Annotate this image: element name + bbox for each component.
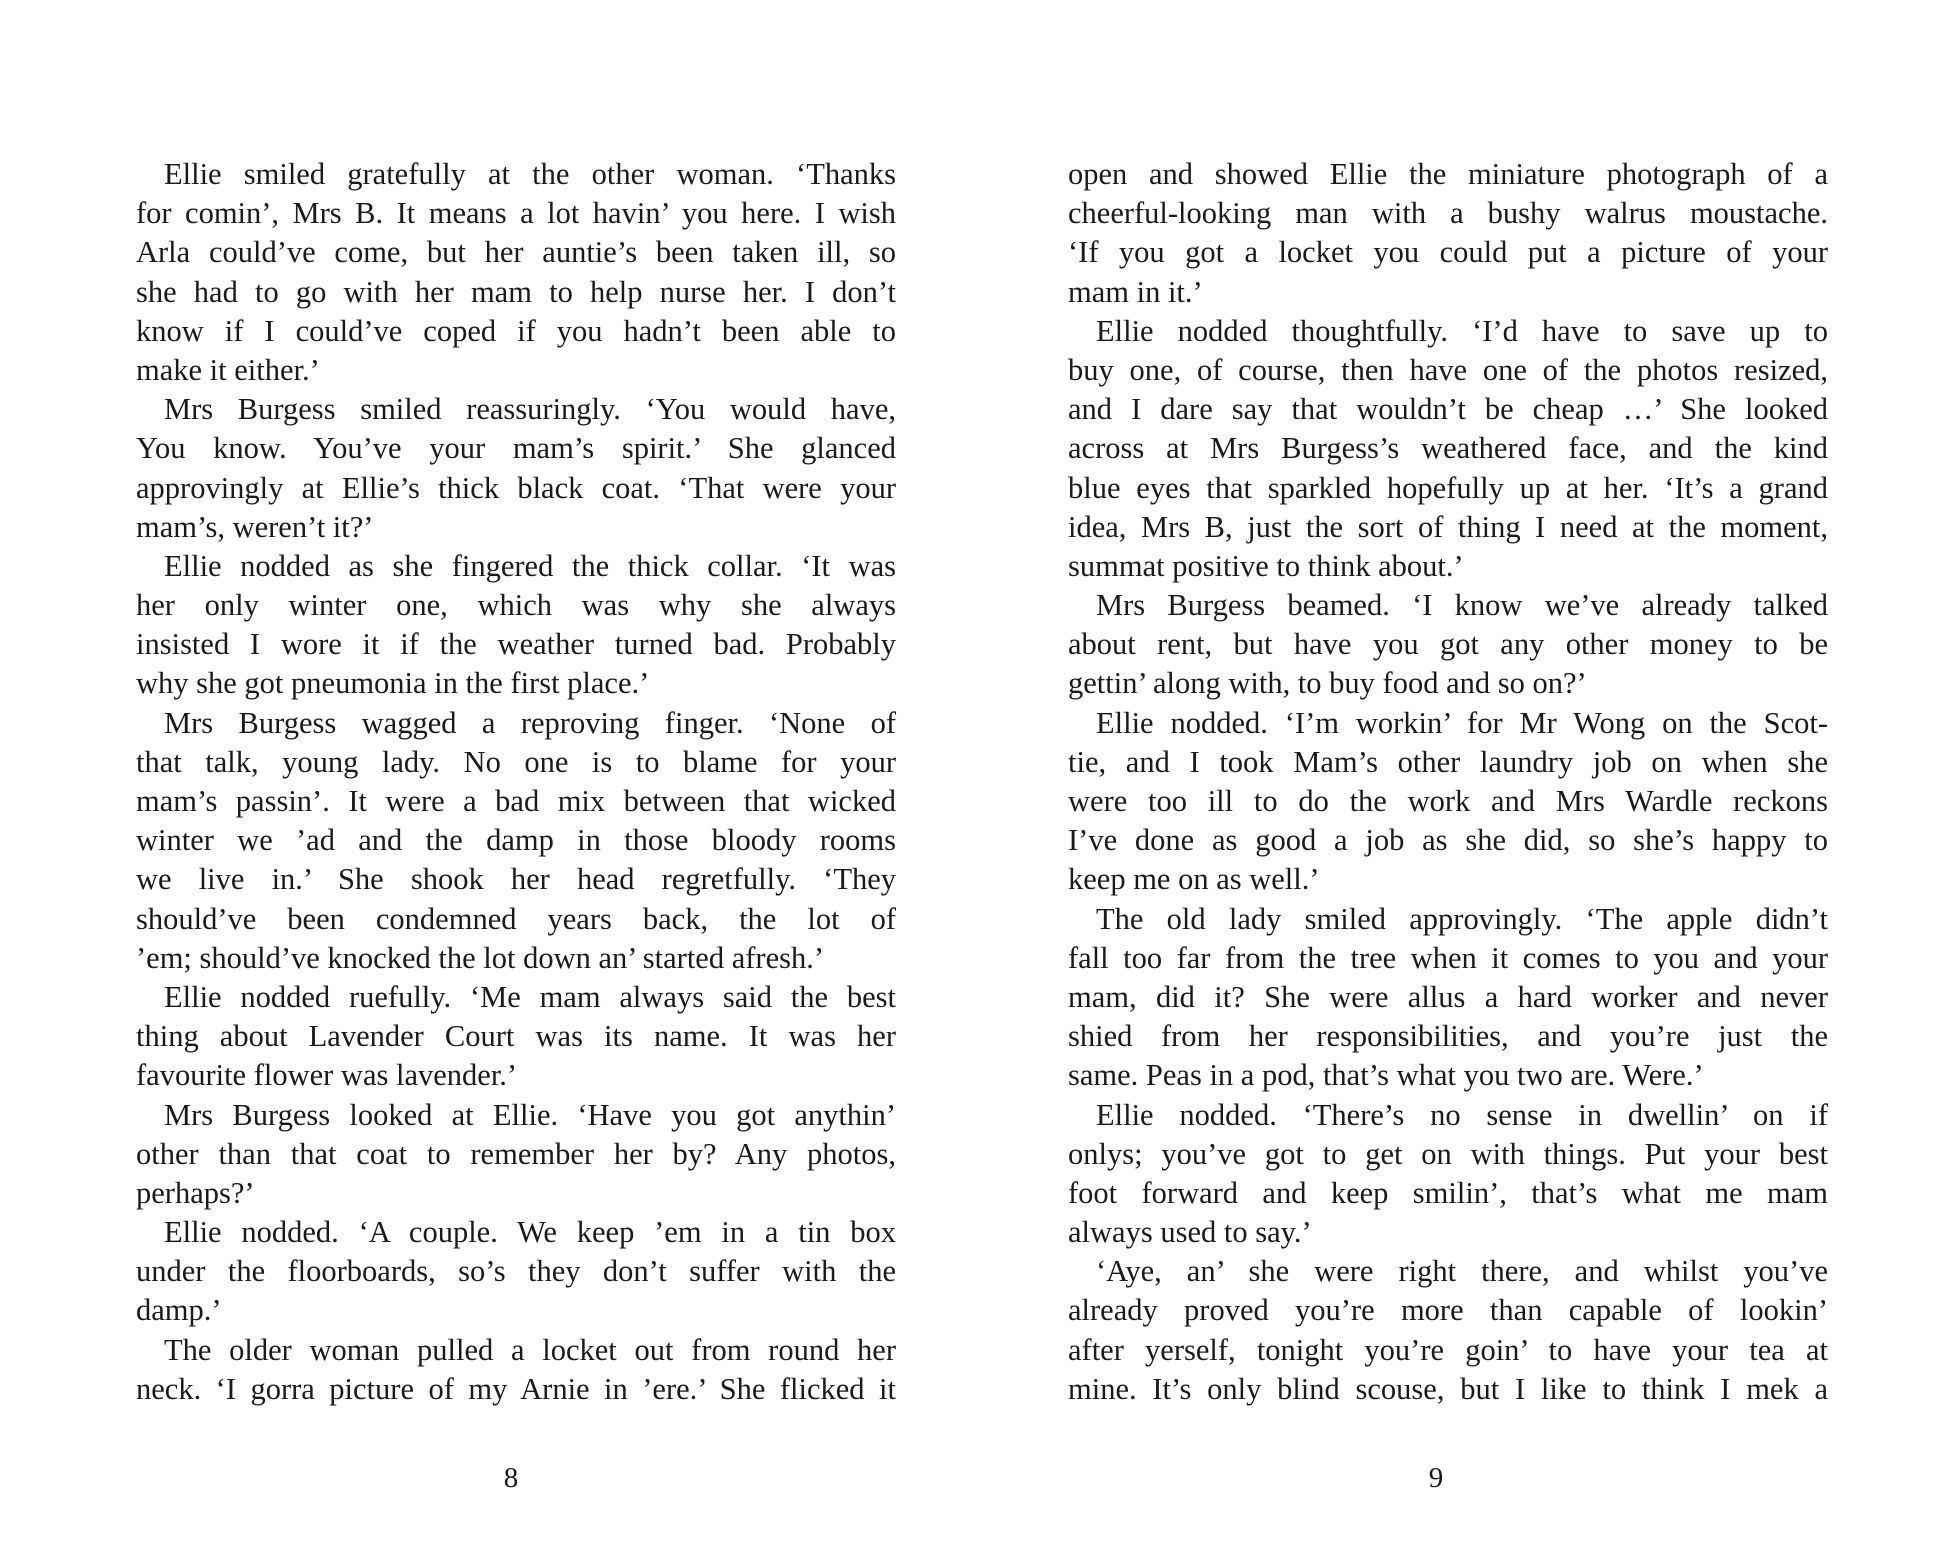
text-line: tie, and I took Mam’s other laundry job on when she [1068, 744, 1828, 779]
text-line: and I dare say that wouldn’t be cheap …’ She looked [1068, 392, 1828, 427]
page-number-right: 9 [1428, 1462, 1444, 1494]
page-number-left: 8 [503, 1462, 519, 1494]
text-line: idea, Mrs B, just the sort of thing I need at the moment, [1068, 509, 1828, 544]
text-line: fall too far from the tree when it comes to you and your [1068, 940, 1828, 975]
text-line: ’em; should’ve knocked the lot down an’ started afresh.’ [136, 940, 825, 975]
text-line: Ellie nodded thoughtfully. ‘I’d have to save up to [1096, 313, 1828, 348]
text-line: already proved you’re more than capable of lookin’ [1068, 1293, 1828, 1328]
text-line: mine. It’s only blind scouse, but I like to think I mek a [1068, 1371, 1828, 1406]
text-line: under the floorboards, so’s they don’t suffer with the [136, 1254, 896, 1289]
text-line: open and showed Ellie the miniature photograph of a [1068, 157, 1828, 191]
text-line: I’ve done as good a job as she did, so she’s happy to [1068, 823, 1828, 858]
text-line: Ellie nodded. ‘I’m workin’ for Mr Wong on the Scot- [1096, 705, 1828, 740]
text-line: ‘If you got a locket you could put a picture of your [1068, 235, 1828, 270]
text-line: Arla could’ve come, but her auntie’s been taken ill, so [136, 235, 896, 270]
text-line: gettin’ along with, to buy food and so on?’ [1068, 666, 1587, 701]
text-line: always used to say.’ [1068, 1215, 1312, 1250]
text-line: perhaps?’ [136, 1175, 255, 1210]
text-line: winter we ’ad and the damp in those bloody rooms [136, 823, 896, 858]
text-line: after yerself, tonight you’re goin’ to have your tea at [1068, 1332, 1828, 1367]
text-line: Ellie nodded. ‘There’s no sense in dwellin’ on if [1096, 1097, 1828, 1132]
text-line: keep me on as well.’ [1068, 862, 1320, 897]
text-line: The older woman pulled a locket out from round her [164, 1332, 896, 1367]
right-page [1068, 0, 1828, 1562]
text-line: onlys; you’ve got to get on with things. Put your best [1068, 1136, 1828, 1171]
text-line: Ellie nodded. ‘A couple. We keep ’em in a tin box [164, 1215, 896, 1250]
text-line: that talk, young lady. No one is to blame for your [136, 744, 896, 779]
text-line: buy one, of course, then have one of the photos resized, [1068, 352, 1828, 387]
text-line: across at Mrs Burgess’s weathered face, and the kind [1068, 431, 1828, 466]
text-line: mam’s passin’. It were a bad mix between that wicked [136, 784, 896, 818]
text-line: cheerful-looking man with a bushy walrus moustache. [1068, 196, 1828, 231]
text-line: damp.’ [136, 1293, 222, 1328]
text-line: blue eyes that sparkled hopefully up at her. ‘It’s a grand [1068, 470, 1828, 505]
text-line: know if I could’ve coped if you hadn’t been able to [136, 313, 896, 348]
text-line: were too ill to do the work and Mrs Wardle reckons [1068, 784, 1828, 818]
text-line: mam, did it? She were allus a hard worker and never [1068, 979, 1828, 1014]
right-page-text [1068, 155, 1828, 1409]
text-line: we live in.’ She shook her head regretfully. ‘They [136, 862, 896, 897]
text-line: other than that coat to remember her by? Any photos, [136, 1136, 896, 1171]
text-line: about rent, but have you got any other money to be [1068, 627, 1828, 662]
text-line: Ellie nodded as she fingered the thick collar. ‘It was [164, 548, 896, 583]
text-line: foot forward and keep smilin’, that’s what me mam [1068, 1175, 1828, 1210]
text-line: Mrs Burgess wagged a reproving finger. ‘None of [164, 705, 896, 740]
text-line: her only winter one, which was why she always [136, 588, 896, 623]
text-line: for comin’, Mrs B. It means a lot havin’ you here. I wish [136, 196, 896, 231]
text-line: approvingly at Ellie’s thick black coat. ‘That were your [136, 470, 896, 505]
text-line: ‘Aye, an’ she were right there, and whilst you’ve [1096, 1254, 1828, 1289]
text-line: summat positive to think about.’ [1068, 548, 1464, 583]
text-line: neck. ‘I gorra picture of my Arnie in ’ere.’ She flicked it [136, 1371, 896, 1406]
text-line: why she got pneumonia in the first place.’ [136, 666, 650, 701]
text-line: Ellie smiled gratefully at the other woman. ‘Thanks [164, 157, 896, 191]
left-page [136, 0, 896, 1562]
text-line: insisted I wore it if the weather turned bad. Probably [136, 627, 896, 662]
left-page-text [136, 155, 896, 1409]
text-line: should’ve been condemned years back, the lot of [136, 901, 896, 936]
text-line: same. Peas in a pod, that’s what you two are. Were.’ [1068, 1058, 1704, 1093]
text-line: thing about Lavender Court was its name. It was her [136, 1019, 896, 1054]
text-line: mam in it.’ [1068, 274, 1203, 309]
text-line: she had to go with her mam to help nurse her. I don’t [136, 274, 896, 309]
text-line: The old lady smiled approvingly. ‘The apple didn’t [1096, 901, 1828, 936]
text-line: Mrs Burgess smiled reassuringly. ‘You would have, [164, 392, 896, 427]
text-line: Mrs Burgess beamed. ‘I know we’ve already talked [1096, 588, 1828, 623]
text-line: make it either.’ [136, 352, 320, 387]
text-line: shied from her responsibilities, and you’re just the [1068, 1019, 1828, 1054]
text-line: Ellie nodded ruefully. ‘Me mam always said the best [164, 979, 896, 1014]
text-line: Mrs Burgess looked at Ellie. ‘Have you got anythin’ [164, 1097, 896, 1132]
text-line: You know. You’ve your mam’s spirit.’ She glanced [136, 431, 896, 466]
text-line: mam’s, weren’t it?’ [136, 509, 374, 544]
text-line: favourite flower was lavender.’ [136, 1058, 518, 1093]
